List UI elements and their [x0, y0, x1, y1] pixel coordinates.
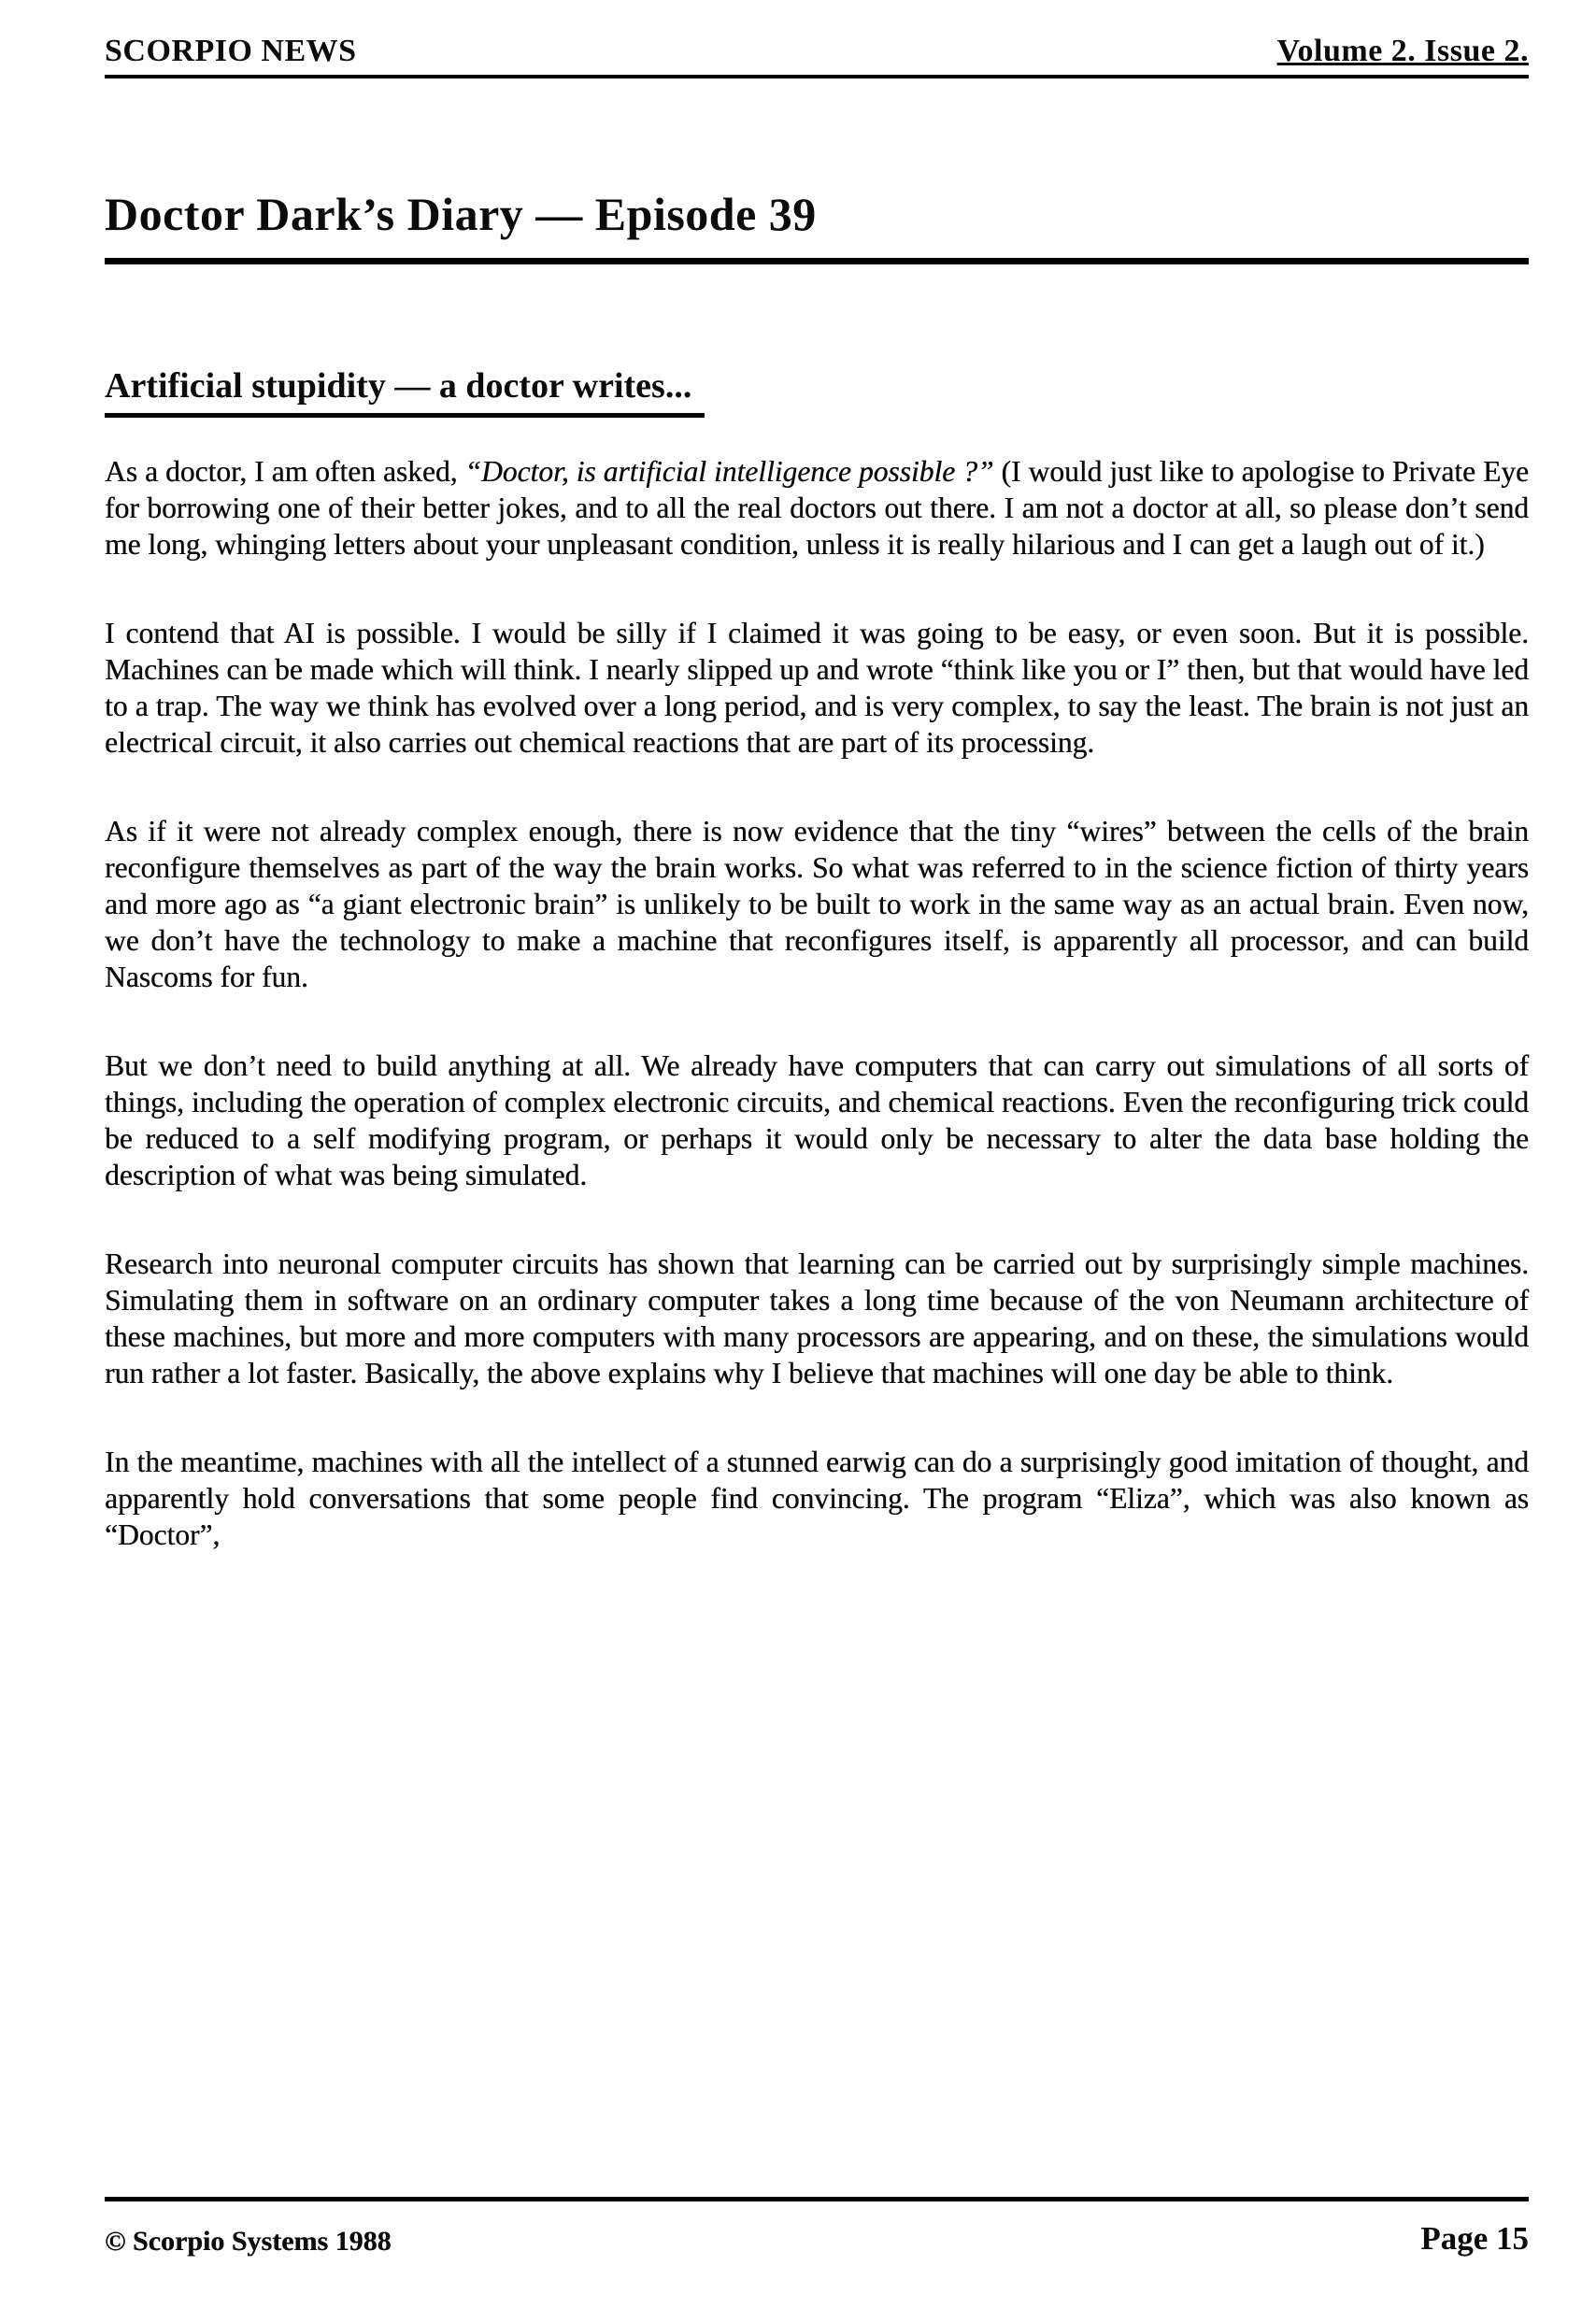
footer-rule	[105, 2197, 1529, 2201]
publication-name: SCORPIO NEWS	[105, 34, 357, 68]
paragraph-1	[105, 453, 1529, 563]
paragraph-2: I contend that AI is possible. I would be silly if I claimed it was going to be easy, or even soon. But it is possible. Machines can be made which will think. I nearly slipped up and wrote “think like you or I” then, but that would have led to a trap. The way we think has evolved over a long period, and is very complex, to say the least. The brain is not just an electrical circuit, it also carries out chemical reactions that are part of its processing.	[105, 617, 1529, 759]
article-title: Doctor Dark’s Diary — Episode 39	[105, 188, 817, 240]
paragraph-5: Research into neuronal computer circuits has shown that learning can be carried out by surprisingly simple machines. Simulating them in software on an ordinary computer takes a long time because of the von Neumann architecture of these machines, but more and more computers with many processors are appearing, and on these, the simulations would run rather a lot faster. Basically, the above explains why I believe that machines will one day be able to think.	[105, 1247, 1529, 1389]
paragraph-6: In the meantime, machines with all the intellect of a stunned earwig can do a surprisingly good imitation of thought, and apparently hold conversations that some people find convincing. The program “Eliza”, which was also known as “Doctor”,	[105, 1446, 1529, 1551]
article-body	[105, 453, 1529, 1553]
paragraph-4: But we don’t need to build anything at all. We already have computers that can carry out simulations of all sorts of things, including the operation of complex electronic circuits, and chemical reactions. Even the reconfiguring trick could be reduced to a self modifying program, or perhaps it would only be necessary to alter the data base holding the description of what was being simulated.	[105, 1049, 1529, 1191]
page-number: Page 15	[1420, 2220, 1529, 2257]
footer-row	[105, 2220, 1529, 2258]
paragraph-1-quote: “Doctor, is artificial intelligence possible ?”	[464, 455, 994, 488]
issue-label: Volume 2. Issue 2.	[1276, 34, 1529, 68]
page-header	[105, 34, 1529, 78]
copyright-notice: © Scorpio Systems 1988	[105, 2226, 392, 2257]
paragraph-3: As if it were not already complex enough, there is now evidence that the tiny “wires” between the cells of the brain reconfigure themselves as part of the way the brain works. So what was referred to in the science fiction of thirty years and more ago as “a giant electronic brain” is unlikely to be built to work in the same way as an actual brain. Even now, we don’t have the technology to make a machine that reconfigures itself, is apparently all processor, and can build Nascoms for fun.	[105, 815, 1529, 993]
title-rule	[105, 258, 1529, 264]
section-heading: Artificial stupidity — a doctor writes...	[105, 365, 705, 418]
paragraph-1-post: (I would just like to apologise to Private Eye for borrowing one of their better jokes, and to all the real doctors out there. I am not a doctor at all, so please don’t send me long, whinging letters about your unpleasant condition, unless it is really hilarious and I can get a laugh out of it.)	[105, 455, 1530, 561]
page-footer	[105, 2197, 1529, 2258]
paragraph-1-pre: As a doctor, I am often asked,	[105, 455, 465, 488]
